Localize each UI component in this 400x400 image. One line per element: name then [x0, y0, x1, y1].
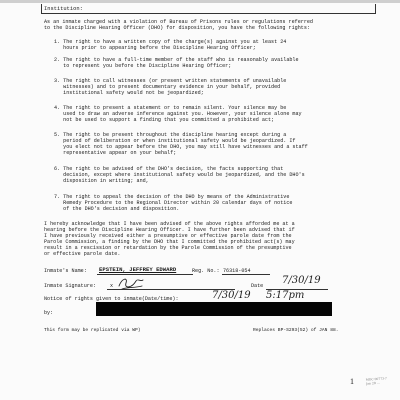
right-item-1 — [54, 39, 286, 51]
right-line: not be used to support a finding that you committed a prohibited act; — [54, 117, 275, 124]
redaction-bar — [96, 302, 332, 316]
ack-line: I have previously received either a presumptive or effective parole date from the — [44, 233, 292, 240]
right-line: witnesses) and to present documentary evidence in your behalf, provided — [54, 84, 281, 91]
right-line: to represent you before the Discipline Hearing Officer; — [54, 63, 232, 70]
page-number: 1 — [350, 377, 354, 386]
ack-line: Parole Commission, a finding by the DHO that I committed the prohibited act(s) may — [44, 239, 295, 246]
intro-paragraph — [44, 19, 313, 31]
right-line: 5. The right to be present throughout the discipline hearing except during a — [54, 132, 287, 138]
stamp-line: Jan 28 ... — [365, 380, 380, 386]
right-line: used to draw an adverse inference against you. However, your silence alone may — [54, 111, 302, 118]
right-line: 1. The right to have a written copy of the charge(s) against you at least 24 — [54, 39, 287, 45]
notice-date-handwritten: 7/30/19 — [212, 290, 251, 301]
right-line: institutional safety would not be jeopardized; — [54, 90, 204, 97]
notice-time-handwritten: 5:17pm — [266, 290, 305, 301]
notice-label: Notice of rights given to inmate(Date/time): — [44, 296, 179, 302]
right-line: 3. The right to call witnesses (or present written statements of unavailable — [54, 78, 287, 84]
right-line: decision, except where institutional safety would be jeopardized, and the DHO's — [54, 172, 305, 179]
inmate-name-value: EPSTEIN, JEFFREY EDWARD — [99, 266, 177, 273]
footer-left: This form may be replicated via WP) — [44, 328, 141, 333]
right-line: hours prior to appearing before the Discipline Hearing Officer; — [54, 45, 256, 52]
ack-line: I hereby acknowledge that I have been advised of the above rights afforded me at a — [44, 221, 295, 227]
signature-scribble — [116, 276, 146, 292]
right-item-2 — [54, 57, 299, 69]
right-item-3 — [54, 78, 286, 96]
right-line: Remedy Procedure to the Regional Director within 20 calendar days of notice — [54, 200, 293, 207]
by-label: by: — [44, 310, 54, 316]
inmate-name-label: Inmate's Name: — [44, 268, 87, 274]
ack-line: or effective parole date. — [44, 251, 121, 258]
right-item-6 — [54, 166, 305, 184]
right-line: disposition in writing; and, — [54, 178, 149, 185]
reg-no-value: 76318-054 — [223, 268, 251, 274]
right-item-4 — [54, 105, 302, 123]
right-line: 4. The right to present a statement or to remain silent. Your silence may be — [54, 105, 287, 111]
right-line: of the DHO's decision and disposition. — [54, 206, 180, 213]
stamp-line: MDC 00773-? — [365, 376, 387, 382]
ack-line: result in a rescission or retardation by the Parole Commission of the presumptive — [44, 245, 292, 252]
right-item-5 — [54, 132, 308, 156]
ack-line: hearing before the Discipline Hearing Officer. I have further been advised that if — [44, 227, 295, 234]
intro-line: As an inmate charged with a violation of Bureau of Prisons rules or regulations referred — [44, 19, 313, 25]
bates-stamp — [366, 377, 387, 386]
right-line: 2. The right to have a full-time member of the staff who is reasonably available — [54, 57, 299, 63]
reg-no-label: Reg. No.: — [192, 268, 220, 274]
right-line: 6. The right to be advised of the DHO's decision, the facts supporting that — [54, 166, 284, 172]
footer-right: Replaces BP-S293(52) of JAN 88. — [253, 328, 339, 333]
signature-x: x — [110, 283, 114, 289]
intro-line: to the Discipline Hearing Officer (DHO) for disposition, you have the following rights: — [44, 25, 310, 32]
right-line: representative appear on your behalf; — [54, 150, 177, 157]
right-line: 7. The right to appeal the decision of the DHO by means of the Administrative — [54, 194, 290, 200]
right-item-7 — [54, 194, 292, 212]
reg-no-line — [222, 274, 270, 275]
signature-label: Inmate Signature: — [44, 283, 96, 289]
date-label: Date — [251, 283, 264, 289]
institution-box — [41, 4, 376, 14]
inmate-name-line — [97, 274, 193, 275]
scan-edge — [0, 0, 400, 3]
date-handwritten: 7/30/19 — [282, 275, 321, 286]
institution-label: Institution: — [44, 6, 83, 12]
acknowledgment-paragraph — [44, 221, 295, 258]
right-line: you elect not to appear before the DHO, you may still have witnesses and a staff — [54, 144, 308, 151]
right-line: period of deliberation or when institutional safety would be jeopardized. If — [54, 138, 296, 145]
